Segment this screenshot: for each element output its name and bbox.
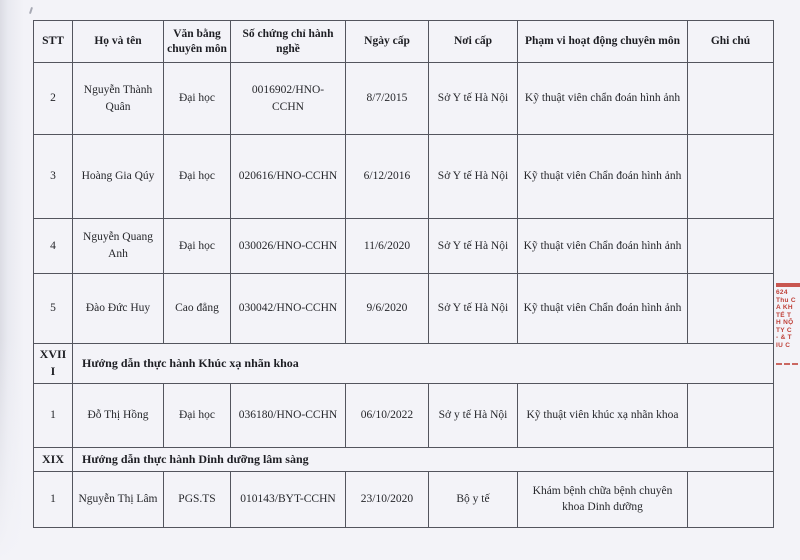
table-cell: 2 [34, 63, 73, 135]
stamp-dashed-mark [776, 363, 798, 365]
table-cell: 1 [34, 383, 73, 447]
section-header-row [34, 447, 774, 471]
table-cell: 9/6/2020 [346, 274, 429, 344]
table-cell [688, 135, 774, 219]
table-cell: 030026/HNO-CCHN [231, 219, 346, 274]
table-cell: 1 [34, 471, 73, 527]
table-cell: 020616/HNO-CCHN [231, 135, 346, 219]
table-cell [688, 471, 774, 527]
table-cell: Kỹ thuật viên Chẩn đoán hình ảnh [518, 219, 688, 274]
table-row [34, 135, 774, 219]
table-cell: PGS.TS [164, 471, 231, 527]
table-cell: 3 [34, 135, 73, 219]
table-cell: Kỹ thuật viên chẩn đoán hình ảnh [518, 63, 688, 135]
table-header-row [34, 21, 774, 63]
table-cell [688, 219, 774, 274]
table-row [34, 63, 774, 135]
table-cell: 23/10/2020 [346, 471, 429, 527]
table-cell: 6/12/2016 [346, 135, 429, 219]
col-header-pham-vi: Phạm vi hoạt động chuyên môn [518, 21, 688, 63]
stamp-line: TẾ T [776, 311, 792, 319]
col-header-ngay-cap: Ngày cấp [346, 21, 429, 63]
table-cell: 11/6/2020 [346, 219, 429, 274]
stamp-line: A KH [776, 304, 793, 311]
table-cell: Sở Y tế Hà Nội [429, 63, 518, 135]
stamp-line: - & T [776, 334, 792, 341]
red-stamp-fragment [776, 283, 800, 365]
table-cell: Đại học [164, 219, 231, 274]
table-cell [688, 63, 774, 135]
table-cell: Cao đẳng [164, 274, 231, 344]
table-cell: 5 [34, 274, 73, 344]
table-cell: Kỹ thuật viên khúc xạ nhãn khoa [518, 383, 688, 447]
table-cell: Kỹ thuật viên Chẩn đoán hình ảnh [518, 274, 688, 344]
table-cell: Sở Y tế Hà Nội [429, 219, 518, 274]
table-cell: Đại học [164, 135, 231, 219]
col-header-so-chung-chi: Số chứng chỉ hành nghề [231, 21, 346, 63]
stamp-line: Thu C [776, 296, 796, 304]
table-cell: Sở Y tế Hà Nội [429, 274, 518, 344]
scan-edge-fade [0, 336, 26, 560]
table-cell: Sở y tế Hà Nội [429, 383, 518, 447]
table-cell: 0016902/HNO-CCHN [231, 63, 346, 135]
table-cell: 06/10/2022 [346, 383, 429, 447]
table-cell: 010143/BYT-CCHN [231, 471, 346, 527]
col-header-stt: STT [34, 21, 73, 63]
table-cell: 030042/HNO-CCHN [231, 274, 346, 344]
col-header-ghi-chu: Ghi chú [688, 21, 774, 63]
table-row [34, 383, 774, 447]
table-cell: Kỹ thuật viên Chẩn đoán hình ảnh [518, 135, 688, 219]
col-header-van-bang: Văn bằng chuyên môn [164, 21, 231, 63]
table-cell: Đỗ Thị Hồng [73, 383, 164, 447]
pen-mark [29, 7, 33, 14]
stamp-line: TY C [776, 326, 792, 334]
table-cell: Đại học [164, 63, 231, 135]
stamp-top-bar [776, 283, 800, 287]
stamp-text-lines [776, 289, 800, 349]
table-row [34, 274, 774, 344]
table-cell: Nguyễn Thành Quân [73, 63, 164, 135]
section-header-row [34, 344, 774, 384]
table-row [34, 219, 774, 274]
table-cell: 8/7/2015 [346, 63, 429, 135]
table-cell: Sở Y tế Hà Nội [429, 135, 518, 219]
col-header-ho-va-ten: Họ và tên [73, 21, 164, 63]
table-row [34, 471, 774, 527]
section-number: XIX [34, 447, 73, 471]
table-cell: Hoàng Gia Qúy [73, 135, 164, 219]
section-number: XVIII [34, 344, 73, 384]
table-cell: 4 [34, 219, 73, 274]
section-title: Hướng dẫn thực hành Khúc xạ nhãn khoa [73, 344, 774, 384]
stamp-line: H NỘ [776, 319, 794, 326]
table-cell: Nguyễn Thị Lâm [73, 471, 164, 527]
table-cell: Đại học [164, 383, 231, 447]
table-cell: Khám bệnh chữa bệnh chuyên khoa Dinh dưỡng [518, 471, 688, 527]
col-header-noi-cap: Nơi cấp [429, 21, 518, 63]
table-cell [688, 274, 774, 344]
stamp-line: 624 [776, 289, 788, 296]
scan-edge-shadow [0, 0, 26, 560]
table-cell: Đào Đức Huy [73, 274, 164, 344]
table-cell: Bộ y tế [429, 471, 518, 527]
stamp-line: IU C [776, 341, 791, 349]
table-cell [688, 383, 774, 447]
certificates-table [33, 20, 774, 528]
table-cell: 036180/HNO-CCHN [231, 383, 346, 447]
section-title: Hướng dẫn thực hành Dinh dưỡng lâm sàng [73, 447, 774, 471]
table-cell: Nguyễn Quang Anh [73, 219, 164, 274]
